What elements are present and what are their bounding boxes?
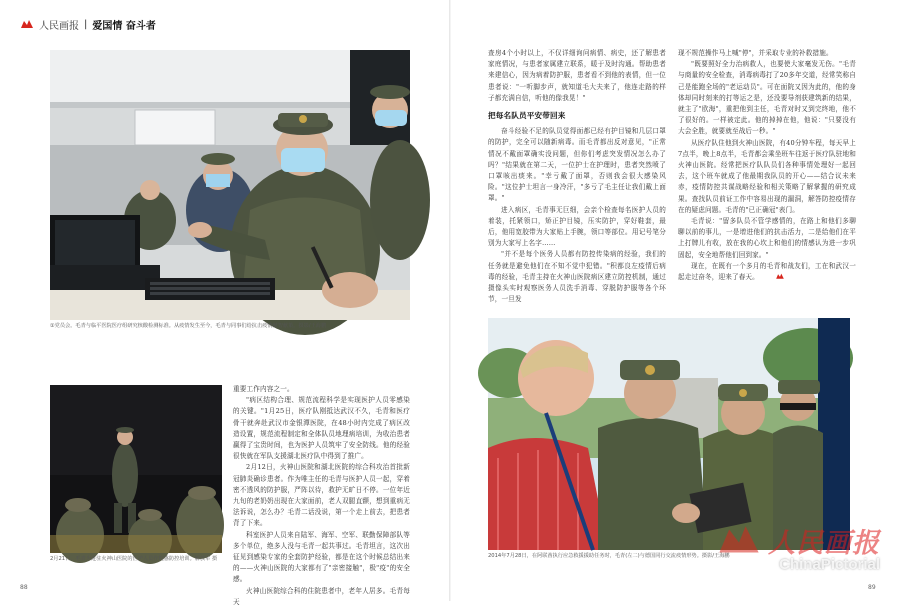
header-separator: | bbox=[84, 18, 88, 30]
paragraph: 科室医护人员来自陆军、海军、空军、联勤保障部队等多个单位，绝多人没与毛青一起共事过。毛青坦言，这次出征见到感染专家的全套防护经验，都是在这个时候总结出来的——火神山医院的大家都有了"亲密接触"，极"疫"的安全感。 bbox=[233, 530, 410, 584]
paragraph: 现在，在既有一个多月的毛青和战友们，工在和武汉一起走过奋冬，迎来了春天。 bbox=[678, 261, 856, 282]
caption-bottom-left: 2月21日，毛青为进驻火神山医院的医护人员作院感防控培训。解放军 摄 bbox=[50, 556, 218, 562]
spread-gutter bbox=[449, 0, 451, 601]
paragraph: "既要照好全力治病救人，也要使大家毫发无伤。"毛青与商量的安全检查，消毒病毒打了20多年交道，经常笑称自己是能跑全场的"老运动员"。可在面院又因为此的，他的身体却同时刻来的打等运之是，还没要导剂获建筑新的结果，就主了"欧海"，重把他到主任，毛青对时又到完终地，他不了很好的。一样被定此。他的掉掉在他，他说："只要没有大会全胜，就要就至战后一秒。" bbox=[678, 60, 856, 136]
photo-officers-at-computer bbox=[50, 50, 410, 320]
paragraph: 查房4个小时以上，不仅详细询问病情、病史，还了解患者家庭情况，与患者家属建立联系，暖于及时沟通。帮助患者来建信心，因为病着防护服，患者看不到他的表情，但一位患者说："一听脚步声，就知道毛大夫来了，他连走路的样子都充满自信，听他的像我晃！" bbox=[488, 49, 666, 102]
photo-officers-with-foreign-doctor bbox=[488, 318, 850, 550]
paragraph: 从医疗队住他到火神山医院，有40分钟车程，每天早上7点半，晚上8点半，毛青都会乘坐班车往返于医疗队驻地和火神山医院。经常把医疗队队员们各种事情处理好一起回去，这个班车就成了他最期我队员的开心——结合议未来赤，疫情防控共谋战略经验和相关策略了解掌握的研究成果。查找队员前证工作中容易出现的漏洞，解答防控疫情存在的疑虑问题。毛青的"已正确冠"表门。 bbox=[678, 138, 856, 214]
paragraph: 毛青说："留多队员不管学感情的，在路上和他们多聊聊以前的事儿，一是增进他们的抗击活力，二是给他们在平上打牌儿有收，放在我的心坎上和他们的情感认为进一步巩固起，安全地帮他们回到家。" bbox=[678, 217, 856, 259]
paragraph: 奋斗经验不足的队员觉得面都已经有护目镜和几层口罩的防护，完全可以随新病毒。而毛青都出反对意见，"正常情况不戴面罩确实没问题，但你们考虑突发情况怎么办了吗？"结果就在第二天，一位护士在护理时，患者突然喷了口罩咳出痰来。"幸亏戴了面罩，否则我会很大感染风险。"这位护士坦言一身冷汗，"多亏了毛主任让我们戴上面罩。" bbox=[488, 127, 666, 203]
end-of-article-icon bbox=[761, 273, 773, 280]
right-page-text-column-1 bbox=[488, 48, 666, 306]
caption-top-left: ①党员会。毛青与临平医院医疗组研究核酸检测标准。从疫情发生至今，毛青与同事们给抗击疫情献智献策。摄影/王海鹏 bbox=[50, 323, 327, 329]
paragraph: 火神山医院综合科的住院患者中，老年人居多。毛青每天 bbox=[233, 586, 410, 606]
caption-bottom-right: 2014年7月28日，在阿联酋执行应急救援援助任务时，毛青(左二)与德国同行交流疫情形势。摄影/王海鹏 bbox=[488, 553, 730, 559]
paragraph: "并不是每个医务人员都有防控传染病的经验，我们的任务就是避免他们在不知不觉中犯错。"积都良左疫情后病毒的经验，毛青主持在火神山医院病区建立防控机制，通过摄像头实时观察医务人员洗手消毒、穿脱防护服等各个环节，一旦发 bbox=[488, 250, 666, 304]
paragraph: 进入病区，毛青事无巨细，会亲个检查每名医护人员的着装，托紧领口，矫正护目镜，压实防护，穿好鞋套，最后，他用宽胶带为大家贴上手腕，领口等部位。用记号笔分别为大家写上名字…… bbox=[488, 205, 666, 248]
paragraph: "病区结构合理、规范流程科学是实现医护人员零感染的关键。"1月25日，医疗队刚抵达武汉不久，毛青和医疗骨干就奔赴武汉市金银潭医院，在48小时内完成了病区改造设置，规范流程制定和全体队员地理病培训，为收治患者赢得了宝贵时间，也为医护人员筑牢了安全防线。他的经验很快就在军队支援湖北医疗队中得到了推广。 bbox=[233, 396, 410, 461]
left-page-text-column bbox=[233, 384, 410, 606]
photo-training-session bbox=[50, 385, 222, 553]
watermark-english-text: ChinaPictorial bbox=[779, 556, 880, 573]
paragraph: 重要工作内容之一。 bbox=[233, 385, 294, 393]
header-brand: 人民画报 bbox=[39, 20, 79, 32]
header-column-title: 爱国情 奋斗者 bbox=[92, 20, 156, 32]
section-subhead: 把每名队员平安带回来 bbox=[488, 111, 566, 121]
page-number-left: 88 bbox=[20, 584, 28, 591]
china-pictorial-logo-icon bbox=[20, 19, 34, 30]
right-page-text-column-2 bbox=[678, 48, 856, 306]
page-header bbox=[20, 16, 156, 32]
watermark-chinese-text: 人民画报 bbox=[768, 528, 880, 559]
paragraph: 2月12日，火神山医院和湖北医院的综合科攻治首批新冠肺炎确诊患者。作为唯主任的毛青与医护人员一起，穿着密不透风的防护服，严阵以待，救护无旷日不停。一位年近九旬的老奶奶出现在大家面前，老人双腿直颤，想到重病无法诉说，怎么办？毛青二话没说，第一个走上前去，把患者背了下来。 bbox=[233, 463, 410, 528]
page-number-right: 89 bbox=[868, 584, 876, 591]
paragraph: 现不规范操作马上喊"停"，并采取专业的补救措施。 bbox=[678, 49, 833, 57]
